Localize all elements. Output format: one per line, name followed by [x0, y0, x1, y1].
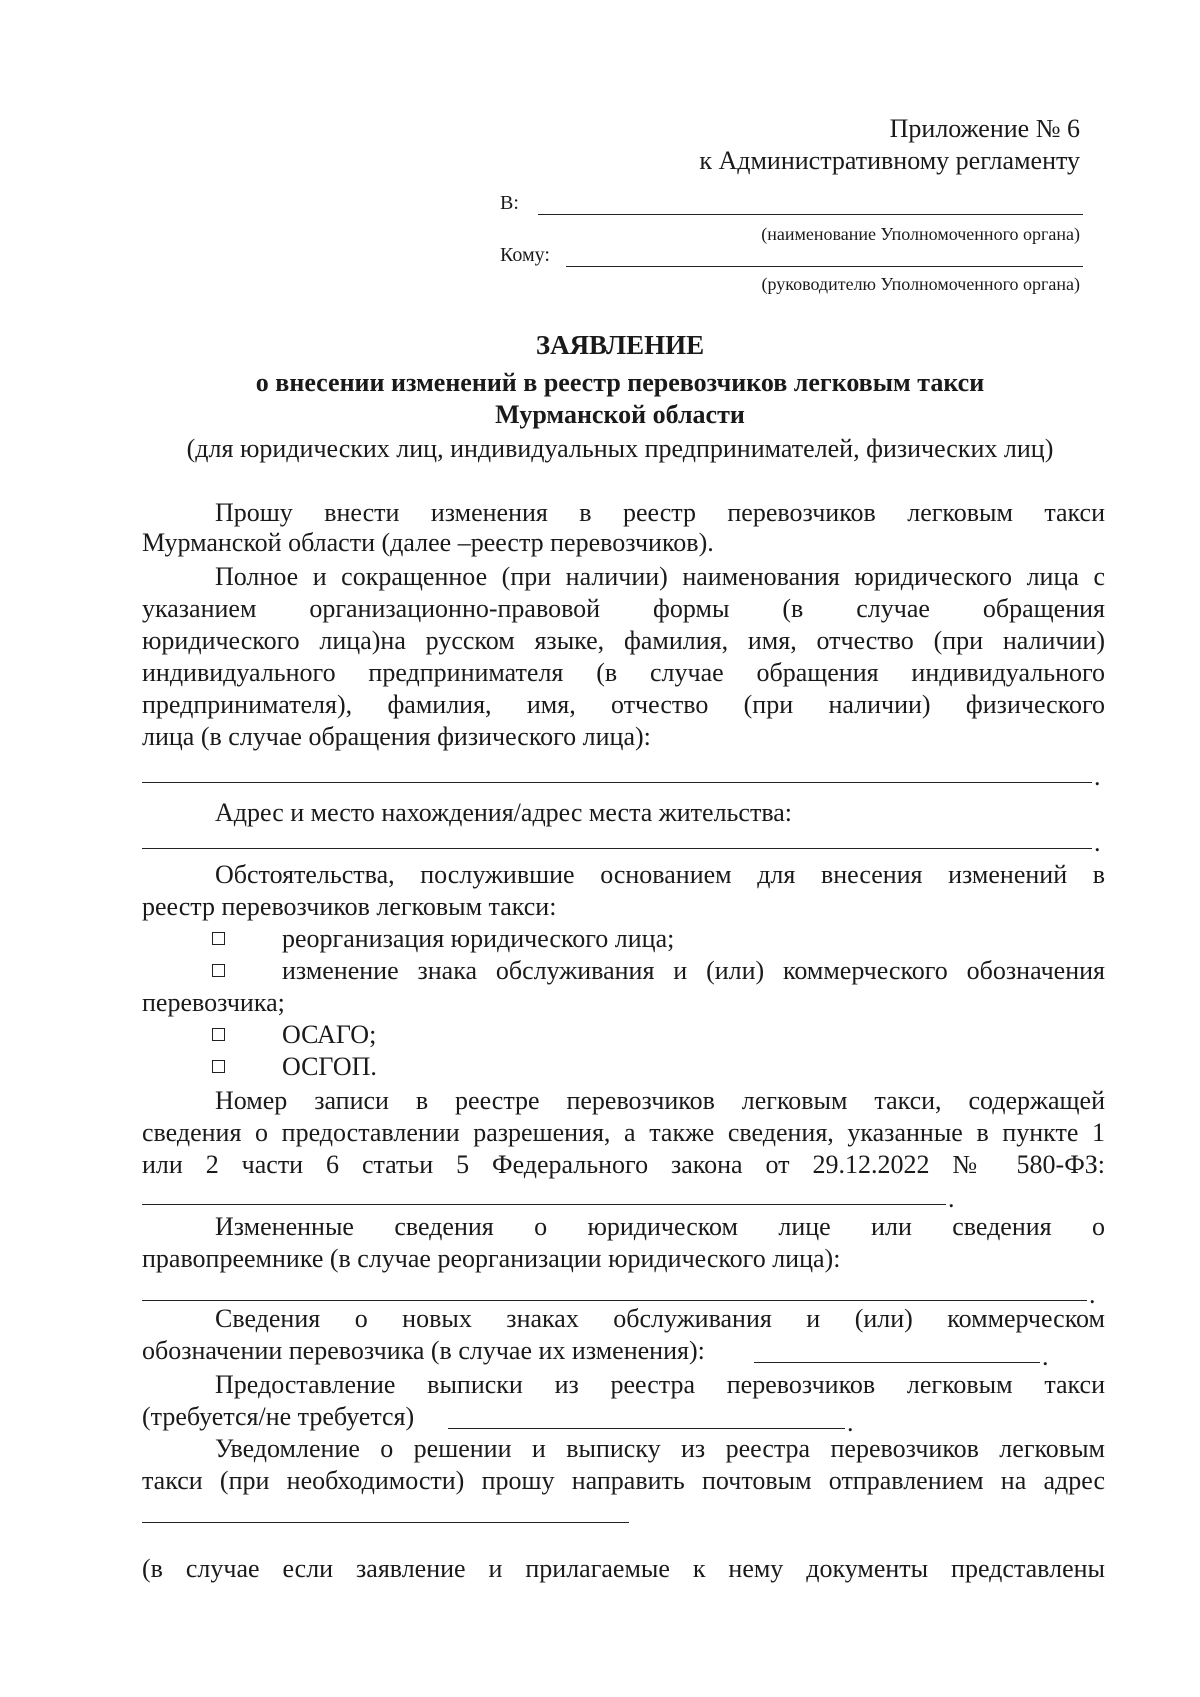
to-caption: (наименование Уполномоченного органа) — [761, 224, 1080, 244]
record-line-1: Номер записи в реестре перевозчиков легковым такси, содержащей — [215, 1086, 1105, 1115]
whom-field-line[interactable] — [566, 266, 1083, 267]
changed-info-field-dot: . — [1089, 1280, 1096, 1309]
circumstances-line-1: Обстоятельства, послужившие основанием для внесения изменений в — [215, 860, 1105, 889]
extract-line-1: Предоставление выписки из реестра перевозчиков легковым такси — [215, 1370, 1105, 1399]
name-field-dot: . — [1094, 762, 1101, 791]
title-line-1: о внесении изменений в реестр перевозчиков легковым такси — [255, 368, 985, 397]
changed-info-line-1: Измененные сведения о юридическом лице или сведения о — [215, 1212, 1105, 1241]
checkbox-osago[interactable] — [212, 1028, 225, 1046]
extract-field-line[interactable] — [448, 1428, 845, 1429]
p2-line-2: указанием организационно-правовой формы (в случае обращения — [142, 594, 1105, 623]
new-signs-line-1: Сведения о новых знаках обслуживания и (или) коммерческом — [215, 1304, 1105, 1333]
new-signs-field-line[interactable] — [754, 1362, 1040, 1363]
circumstances-line-2: реестр перевозчиков легковым такси: — [142, 892, 557, 921]
p2-line-1: Полное и сокращенное (при наличии) наименования юридического лица с — [215, 562, 1105, 591]
record-field-dot: . — [948, 1184, 955, 1213]
p2-line-3: юридического лица)на русском языке, фамилия, имя, отчество (при наличии) — [142, 626, 1105, 655]
option-osgop: ОСГОП. — [282, 1052, 377, 1081]
document-title: ЗАЯВЛЕНИЕ — [535, 330, 705, 360]
checkbox-sign-change[interactable] — [212, 964, 225, 982]
option-reorganization: реорганизация юридического лица; — [282, 924, 675, 953]
address-field-dot: . — [1094, 828, 1101, 857]
notification-line-2: такси (при необходимости) прошу направить почтовым отправлением на адрес — [142, 1466, 1105, 1495]
checkbox-reorganization[interactable] — [212, 932, 225, 950]
p2-line-6: лица (в случае обращения физического лица): — [142, 722, 651, 751]
record-line-3: или 2 части 6 статьи 5 Федерального закона от 29.12.2022 № 580-ФЗ: — [142, 1150, 1105, 1179]
notification-address-field-line[interactable] — [142, 1522, 629, 1523]
record-field-line[interactable] — [142, 1204, 946, 1205]
changed-info-field-line[interactable] — [142, 1300, 1087, 1301]
option-osago: ОСАГО; — [282, 1020, 377, 1049]
extract-field-dot: . — [847, 1408, 854, 1437]
to-field-line[interactable] — [538, 214, 1083, 215]
address-label: Адрес и место нахождения/адрес места жительства: — [215, 798, 793, 827]
new-signs-line-2: обозначении перевозчика (в случае их изменения): — [142, 1336, 705, 1365]
regulation-reference: к Административному регламенту — [699, 146, 1080, 175]
extract-line-2: (требуется/не требуется) — [142, 1402, 415, 1431]
new-signs-field-dot: . — [1042, 1342, 1049, 1371]
notification-line-1: Уведомление о решении и выписку из реестра перевозчиков легковым — [215, 1434, 1105, 1463]
address-field-line[interactable] — [142, 848, 1092, 849]
title-line-2: Мурманской области — [495, 400, 745, 429]
p1-line-2: Мурманской области (далее –реестр перевозчиков). — [142, 528, 714, 557]
checkbox-osgop[interactable] — [212, 1060, 225, 1078]
record-line-2: сведения о предоставлении разрешения, а также сведения, указанные в пункте 1 — [142, 1118, 1105, 1147]
p2-line-5: предпринимателя), фамилия, имя, отчество (при наличии) физического — [142, 690, 1105, 719]
whom-label: Кому: — [500, 244, 550, 266]
to-label: В: — [500, 192, 519, 214]
title-subtitle: (для юридических лиц, индивидуальных предпринимателей, физических лиц) — [186, 434, 1054, 463]
name-field-line[interactable] — [142, 782, 1092, 783]
appendix-number: Приложение № 6 — [889, 114, 1080, 143]
closing-line-1: (в случае если заявление и прилагаемые к нему документы представлены — [142, 1554, 1105, 1583]
whom-caption: (руководителю Уполномоченного органа) — [761, 274, 1080, 294]
p1-line-1: Прошу внести изменения в реестр перевозчиков легковым такси — [215, 498, 1105, 527]
option-sign-change-line-1: изменение знака обслуживания и (или) коммерческого обозначения — [282, 956, 1105, 985]
option-sign-change-line-2: перевозчика; — [142, 988, 285, 1017]
changed-info-line-2: правопреемнике (в случае реорганизации юридического лица): — [142, 1244, 841, 1273]
p2-line-4: индивидуального предпринимателя (в случае обращения индивидуального — [142, 658, 1105, 687]
